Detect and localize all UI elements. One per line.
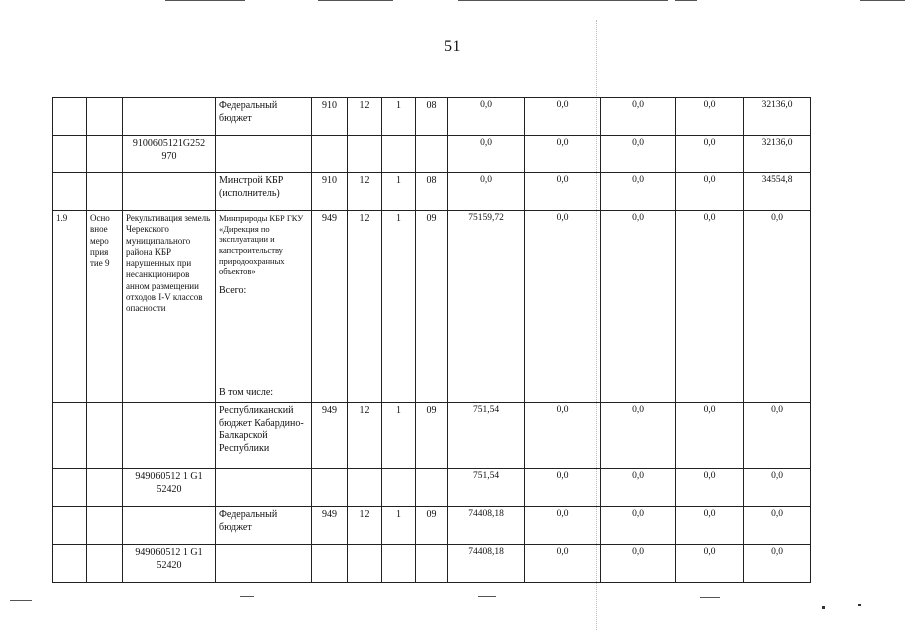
section-cell: 12 (348, 507, 382, 545)
amount-cell: 0,0 (525, 507, 601, 545)
item-number-cell (53, 136, 87, 173)
section-cell: 12 (348, 173, 382, 211)
target-article-cell (416, 136, 448, 173)
amount-cell: 751,54 (448, 469, 525, 507)
code-or-description-cell (123, 173, 216, 211)
item-number-cell: 1.9 (53, 211, 87, 403)
funding-source-cell (216, 211, 312, 403)
amount-cell: 0,0 (601, 469, 676, 507)
grbs-cell: 949 (312, 507, 348, 545)
scan-edge-mark (458, 0, 668, 1)
subsection-cell (382, 469, 416, 507)
table-row (53, 469, 811, 507)
target-article-cell: 08 (416, 98, 448, 136)
item-number-cell (53, 173, 87, 211)
item-number-cell (53, 469, 87, 507)
amount-cell: 0,0 (676, 545, 744, 583)
amount-cell: 0,0 (448, 136, 525, 173)
event-cell (87, 507, 123, 545)
scan-edge-mark (478, 596, 496, 597)
amount-cell: 0,0 (525, 173, 601, 211)
event-cell (87, 173, 123, 211)
subsection-cell (382, 136, 416, 173)
section-cell (348, 469, 382, 507)
scan-edge-mark (675, 0, 697, 1)
event-cell (87, 136, 123, 173)
subsection-cell: 1 (382, 98, 416, 136)
amount-cell: 0,0 (676, 507, 744, 545)
amount-cell: 0,0 (676, 403, 744, 469)
funding-source-cell (216, 136, 312, 173)
amount-cell: 0,0 (676, 98, 744, 136)
subsection-cell: 1 (382, 211, 416, 403)
section-cell: 12 (348, 98, 382, 136)
target-article-cell: 09 (416, 403, 448, 469)
target-article-cell (416, 545, 448, 583)
amount-cell: 0,0 (601, 173, 676, 211)
scan-dot (858, 604, 861, 606)
scan-edge-mark (700, 597, 720, 598)
event-cell: Осно вное меро прия тие 9 (87, 211, 123, 403)
item-number-cell (53, 98, 87, 136)
item-number-cell (53, 403, 87, 469)
event-cell (87, 98, 123, 136)
amount-cell: 0,0 (744, 469, 811, 507)
total-label: Всего: (219, 284, 247, 296)
table-row (53, 545, 811, 583)
amount-cell: 0,0 (744, 211, 811, 403)
scan-edge-mark (10, 600, 32, 601)
amount-cell: 751,54 (448, 403, 525, 469)
grbs-cell: 910 (312, 98, 348, 136)
code-or-description-cell (123, 98, 216, 136)
subsection-cell (382, 545, 416, 583)
target-article-cell: 09 (416, 211, 448, 403)
item-number-cell (53, 507, 87, 545)
funding-source-cell: Республиканский бюджет Кабардино-Балкарской Республики (216, 403, 312, 469)
subsection-cell: 1 (382, 403, 416, 469)
table-row (53, 507, 811, 545)
target-article-cell: 08 (416, 173, 448, 211)
amount-cell: 74408,18 (448, 545, 525, 583)
section-cell: 12 (348, 403, 382, 469)
including-label: В том числе: (219, 386, 274, 398)
section-cell (348, 136, 382, 173)
code-or-description-cell: 949060512 1 G1 52420 (123, 469, 216, 507)
code-or-description-cell: Рекультивация земель Черекского муниципального района КБР нарушенных при несанкциониров анном размещении отходов I-V классов опасности (123, 211, 216, 403)
event-cell (87, 545, 123, 583)
table-row (53, 173, 811, 211)
scan-dot (822, 606, 825, 609)
table-row (53, 136, 811, 173)
amount-cell: 0,0 (448, 173, 525, 211)
subsection-cell: 1 (382, 507, 416, 545)
amount-cell: 0,0 (525, 211, 601, 403)
amount-cell: 34554,8 (744, 173, 811, 211)
grbs-cell (312, 545, 348, 583)
amount-cell: 32136,0 (744, 136, 811, 173)
scan-edge-mark (860, 0, 905, 1)
event-cell (87, 469, 123, 507)
amount-cell: 0,0 (744, 507, 811, 545)
amount-cell: 0,0 (601, 403, 676, 469)
amount-cell: 0,0 (676, 173, 744, 211)
funding-source-cell: Федеральный бюджет (216, 98, 312, 136)
funding-source-cell: Минстрой КБР (исполнитель) (216, 173, 312, 211)
code-or-description-cell (123, 403, 216, 469)
event-cell (87, 403, 123, 469)
funding-source-cell (216, 545, 312, 583)
amount-cell: 74408,18 (448, 507, 525, 545)
grbs-cell: 949 (312, 403, 348, 469)
scan-edge-mark (240, 596, 254, 597)
amount-cell: 75159,72 (448, 211, 525, 403)
table-row (53, 98, 811, 136)
funding-source-name: Минприроды КБР ГКУ «Дирекция по эксплуатации и капстроительству природоохранных объектов» (219, 213, 304, 277)
code-or-description-cell (123, 507, 216, 545)
amount-cell: 0,0 (744, 545, 811, 583)
amount-cell: 0,0 (601, 136, 676, 173)
grbs-cell: 910 (312, 173, 348, 211)
amount-cell: 0,0 (601, 211, 676, 403)
grbs-cell (312, 136, 348, 173)
amount-cell: 0,0 (525, 98, 601, 136)
amount-cell: 0,0 (601, 98, 676, 136)
target-article-cell: 09 (416, 507, 448, 545)
amount-cell: 0,0 (601, 507, 676, 545)
target-article-cell (416, 469, 448, 507)
funding-source-cell (216, 469, 312, 507)
table-row (53, 403, 811, 469)
amount-cell: 0,0 (676, 136, 744, 173)
code-or-description-cell: 949060512 1 G1 52420 (123, 545, 216, 583)
grbs-cell: 949 (312, 211, 348, 403)
code-or-description-cell: 9100605121G252 970 (123, 136, 216, 173)
funding-source-cell: Федеральный бюджет (216, 507, 312, 545)
grbs-cell (312, 469, 348, 507)
budget-table (52, 97, 811, 583)
amount-cell: 0,0 (744, 403, 811, 469)
amount-cell: 0,0 (676, 469, 744, 507)
section-cell (348, 545, 382, 583)
table-row (53, 211, 811, 403)
scan-edge-mark (318, 0, 393, 1)
amount-cell: 0,0 (525, 136, 601, 173)
amount-cell: 0,0 (448, 98, 525, 136)
amount-cell: 32136,0 (744, 98, 811, 136)
amount-cell: 0,0 (676, 211, 744, 403)
subsection-cell: 1 (382, 173, 416, 211)
amount-cell: 0,0 (525, 403, 601, 469)
amount-cell: 0,0 (601, 545, 676, 583)
amount-cell: 0,0 (525, 545, 601, 583)
item-number-cell (53, 545, 87, 583)
amount-cell: 0,0 (525, 469, 601, 507)
scan-edge-mark (165, 0, 245, 1)
section-cell: 12 (348, 211, 382, 403)
page-number: 51 (444, 38, 461, 55)
